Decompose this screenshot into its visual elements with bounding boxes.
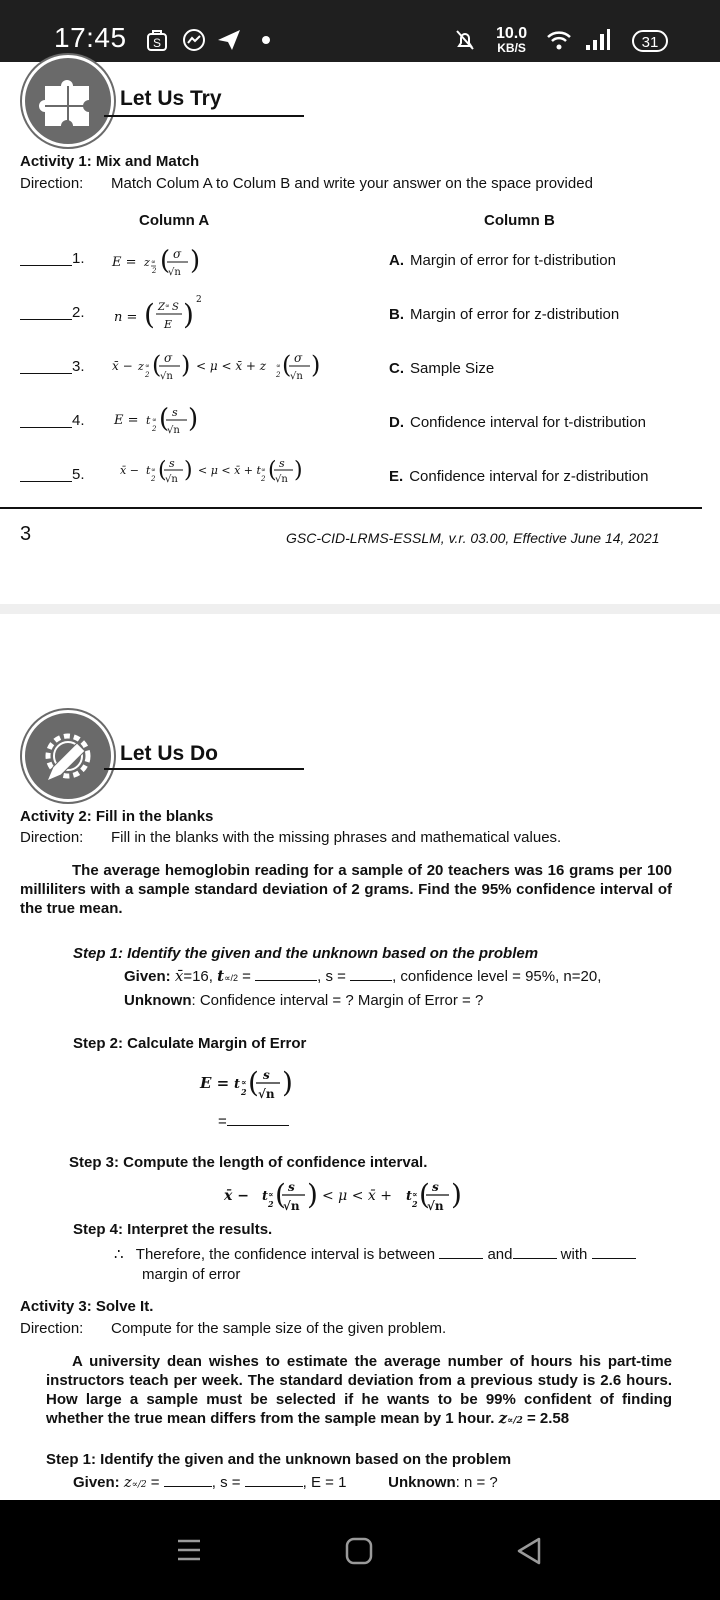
page-gap: [0, 604, 720, 614]
svg-text:z: z: [138, 360, 144, 373]
navigation-bar: [0, 1500, 720, 1600]
puzzle-icon: [25, 58, 111, 144]
item-number-3: 3.: [72, 358, 85, 375]
svg-text:t: t: [406, 1189, 413, 1204]
svg-text:σ: σ: [173, 247, 182, 261]
answer-blank-3[interactable]: [20, 356, 72, 374]
svg-text:s: s: [169, 457, 175, 470]
svg-text:E =: E =: [114, 413, 139, 428]
blank-margin[interactable]: [592, 1244, 636, 1259]
answer-blank-2[interactable]: [20, 302, 72, 320]
activity3-step1-title: Step 1: Identify the given and the unknown based on the problem: [46, 1451, 512, 1468]
svg-text:σ: σ: [294, 351, 303, 365]
svg-text:): ): [451, 1178, 462, 1211]
z-symbol: z∝/2: [498, 1409, 523, 1427]
svg-text:t: t: [146, 464, 151, 477]
activity2-unknown-line: Unknown: Confidence interval = ? Margin of Error = ?: [124, 992, 484, 1009]
svg-text:(: (: [160, 246, 171, 276]
svg-text:E =: E =: [200, 1074, 230, 1092]
svg-text:x̄ −: x̄ −: [112, 359, 133, 373]
network-speed: 10.0 KB/S: [496, 25, 528, 55]
svg-text:): ): [307, 1178, 318, 1211]
svg-text:∝: ∝: [151, 466, 156, 474]
column-b-item-e: E. Confidence interval for z-distribution: [389, 468, 649, 485]
svg-text:(: (: [419, 1178, 430, 1211]
dot-icon: [262, 36, 270, 44]
activity1-direction: Match Colum A to Colum B and write your answer on the space provided: [111, 175, 593, 192]
svg-text:∝: ∝: [241, 1077, 247, 1087]
svg-text:Z: Z: [158, 302, 165, 313]
activity3-direction: Compute for the sample size of the given problem.: [111, 1320, 447, 1337]
svg-text:∝: ∝: [268, 1189, 274, 1199]
svg-text:s: s: [288, 1180, 295, 1194]
home-icon[interactable]: [344, 1536, 374, 1566]
svg-text:2: 2: [276, 371, 281, 379]
activity2-direction: Fill in the blanks with the missing phrases and mathematical values.: [111, 829, 562, 846]
svg-text:∝: ∝: [412, 1189, 418, 1199]
column-b-header: Column B: [484, 212, 555, 229]
svg-text:(: (: [159, 404, 170, 434]
formula-4: [108, 396, 208, 440]
blank-z-value[interactable]: [164, 1472, 212, 1487]
section-title-try: Let Us Try: [120, 87, 222, 110]
svg-text:2: 2: [261, 475, 266, 483]
messenger-icon: [182, 28, 206, 52]
svg-text:2: 2: [152, 267, 157, 275]
svg-text:s: s: [172, 406, 178, 419]
svg-text:E =: E =: [112, 255, 137, 270]
svg-text:2: 2: [145, 371, 150, 379]
status-time: 17:45: [54, 22, 127, 53]
svg-text:∝: ∝: [165, 302, 170, 310]
svg-text:n =: n =: [114, 310, 138, 325]
back-icon[interactable]: [514, 1536, 544, 1566]
svg-text:t: t: [262, 1189, 269, 1204]
status-bar: [0, 0, 720, 62]
svg-text:2: 2: [151, 475, 156, 483]
column-b-item-d: D. Confidence interval for t-distribution: [389, 414, 646, 431]
blank-s-value-3[interactable]: [245, 1472, 303, 1487]
section-title-do: Let Us Do: [120, 742, 219, 765]
column-b-item-a: A. Margin of error for t-distribution: [389, 252, 616, 269]
document-code: GSC-CID-LRMS-ESSLM, v.r. 03.00, Effective June 14, 2021: [286, 530, 660, 546]
svg-text:2: 2: [152, 425, 157, 433]
formula-2: [108, 288, 208, 338]
activity2-direction-label: Direction:: [20, 829, 84, 846]
svg-text:√n: √n: [160, 371, 173, 382]
svg-text:∝: ∝: [151, 258, 156, 266]
activity3-given-line: Given: z∝/2 = , s = , E = 1 Unknown: n = ?: [73, 1473, 498, 1491]
svg-text:E: E: [164, 318, 173, 331]
svg-text:< μ < x̄ + t: < μ < x̄ + t: [198, 464, 261, 477]
formula-5: [108, 450, 318, 494]
activity2-step2-title: Step 2: Calculate Margin of Error: [73, 1035, 307, 1052]
activity2-title: Activity 2: Fill in the blanks: [20, 808, 214, 825]
svg-text:< μ < x̄ +: < μ < x̄ +: [322, 1188, 392, 1204]
wifi-icon: [546, 28, 576, 52]
svg-text:∝: ∝: [261, 466, 266, 474]
title-underline: [104, 115, 304, 117]
svg-text:∝: ∝: [276, 362, 281, 370]
formula-1: [108, 238, 208, 282]
svg-text:): ): [188, 404, 199, 434]
svg-text:): ): [184, 458, 193, 483]
item-number-1: 1.: [72, 250, 85, 267]
blank-s-value[interactable]: [350, 966, 392, 981]
svg-text:2: 2: [268, 1199, 274, 1209]
formula-3: [108, 342, 321, 386]
activity3-title: Activity 3: Solve It.: [20, 1298, 154, 1315]
svg-text:): ): [190, 246, 201, 276]
battery-indicator: 31: [632, 30, 668, 52]
svg-text:(: (: [144, 298, 155, 331]
answer-blank-4[interactable]: [20, 410, 72, 428]
send-icon: [216, 28, 242, 52]
s-icon: [146, 28, 168, 52]
svg-text:(: (: [275, 1178, 286, 1211]
svg-text:2: 2: [241, 1087, 247, 1097]
svg-text:s: s: [263, 1068, 270, 1082]
svg-text:√n: √n: [258, 1087, 275, 1101]
activity3-problem: A university dean wishes to estimate the average number of hours his part-time instructors teach per week. The standard deviation from a previous study is 2.6 hours. How large a sample must be selected if he wants to be 99% confident of finding whether the true mean differs from the sample mean by 1 hour. z∝/2 = 2.58: [46, 1353, 672, 1427]
svg-text:S: S: [172, 302, 179, 313]
svg-text:√n: √n: [167, 425, 180, 436]
svg-text:): ): [282, 1066, 293, 1099]
svg-text:x̄ −: x̄ −: [120, 464, 139, 477]
page-number: 3: [20, 523, 32, 545]
activity2-given-line: Given: x̄=16, t∝/2 = , s = , confidence level = 95%, n=20,: [124, 967, 602, 985]
blank-margin-error[interactable]: [227, 1111, 289, 1126]
mute-icon: [454, 28, 476, 52]
svg-text:S: S: [152, 36, 162, 50]
puzzle-badge-icon: [22, 55, 114, 147]
blank-lower-bound[interactable]: [439, 1244, 483, 1259]
svg-text:(: (: [152, 351, 162, 379]
activity1-direction-label: Direction:: [20, 175, 84, 192]
blank-upper-bound[interactable]: [513, 1244, 557, 1259]
answer-blank-5[interactable]: [20, 464, 72, 482]
svg-text:t: t: [146, 414, 151, 427]
svg-text:t: t: [234, 1077, 241, 1092]
svg-text:√n: √n: [290, 371, 303, 382]
svg-text:): ): [181, 351, 191, 379]
activity2-step4-line: ∴ Therefore, the confidence interval is between and with: [114, 1244, 636, 1263]
item-number-5: 5.: [72, 466, 85, 483]
svg-text:σ: σ: [164, 351, 173, 365]
svg-text:): ): [183, 298, 194, 331]
svg-text:∝: ∝: [145, 362, 150, 370]
svg-text:(: (: [158, 458, 167, 483]
svg-text:2: 2: [196, 295, 202, 305]
item-number-4: 4.: [72, 412, 85, 429]
item-number-2: 2.: [72, 304, 85, 321]
xbar-symbol: x̄: [174, 967, 184, 985]
blank-t-value[interactable]: [255, 966, 317, 981]
svg-text:√n: √n: [165, 474, 178, 485]
svg-text:√n: √n: [283, 1199, 300, 1213]
svg-text:s: s: [279, 457, 285, 470]
svg-text:√n: √n: [275, 474, 288, 485]
activity2-step3-title: Step 3: Compute the length of confidence interval.: [69, 1154, 428, 1171]
activity2-step4-title: Step 4: Interpret the results.: [73, 1221, 273, 1238]
activity1-title: Activity 1: Mix and Match: [20, 153, 200, 170]
margin-error-formula: [198, 1058, 308, 1106]
svg-text:√n: √n: [168, 267, 181, 278]
title-underline-2: [104, 768, 304, 770]
svg-text:< μ < x̄ + z: < μ < x̄ + z: [196, 359, 267, 373]
svg-text:(: (: [268, 458, 277, 483]
recent-apps-icon[interactable]: [174, 1536, 204, 1564]
svg-text:∝: ∝: [152, 416, 157, 424]
confidence-interval-formula: [222, 1170, 472, 1218]
therefore-symbol: ∴: [114, 1246, 124, 1263]
activity3-direction-label: Direction:: [20, 1320, 84, 1337]
signal-icon: [584, 28, 612, 52]
footer-rule: [0, 507, 702, 509]
svg-text:): ): [311, 351, 321, 379]
activity2-step1-title: Step 1: Identify the given and the unknown based on the problem: [73, 945, 539, 962]
svg-text:s: s: [432, 1180, 439, 1194]
svg-text:√n: √n: [427, 1199, 444, 1213]
svg-text:2: 2: [412, 1199, 418, 1209]
margin-error-equals: =: [218, 1111, 289, 1130]
gear-badge-icon: [22, 710, 114, 802]
svg-text:x̄ −: x̄ −: [224, 1188, 249, 1204]
svg-text:): ): [294, 458, 303, 483]
activity2-step4-line2: margin of error: [142, 1266, 241, 1283]
column-b-item-c: C. Sample Size: [389, 360, 495, 377]
svg-text:(: (: [248, 1066, 259, 1099]
column-b-item-b: B. Margin of error for z-distribution: [389, 306, 620, 323]
svg-text:(: (: [282, 351, 292, 379]
activity2-problem: The average hemoglobin reading for a sample of 20 teachers was 16 grams per 100 milliliters with a sample standard deviation of 2 grams. Find the 95% confidence interval of the true mean.: [20, 862, 672, 917]
svg-text:z: z: [144, 256, 150, 269]
column-a-header: Column A: [139, 212, 210, 229]
answer-blank-1[interactable]: [20, 248, 72, 266]
gear-pencil-icon: [25, 713, 111, 799]
